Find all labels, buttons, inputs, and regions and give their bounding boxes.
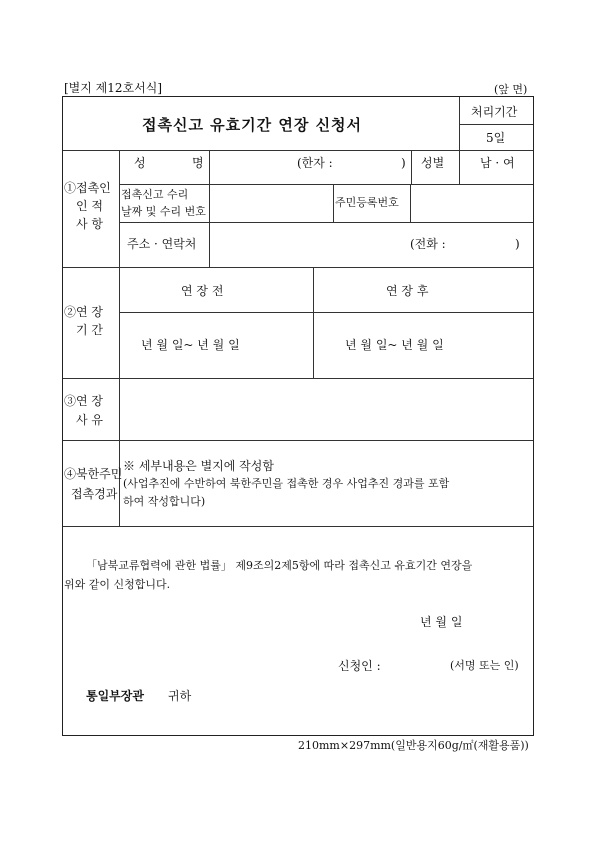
section4-note: 하여 작성합니다): [123, 495, 206, 508]
address-label: 주소 · 연락처: [127, 237, 197, 251]
hanja-field-close: ): [401, 156, 406, 170]
signature-field[interactable]: (서명 또는 인): [450, 659, 519, 672]
hanja-field[interactable]: (한자 :: [297, 156, 333, 170]
page-side-label: (앞 면): [494, 83, 528, 96]
divider: [119, 222, 533, 223]
after-extension-label: 연 장 후: [386, 284, 429, 298]
divider: [209, 150, 210, 184]
divider: [313, 267, 314, 378]
statement-text: 「남북교류협력에 관한 법률」 제9조의2제5항에 따라 접촉신고 유효기간 연장을: [86, 559, 473, 572]
date-field[interactable]: 년 월 일: [420, 615, 463, 629]
divider: [119, 184, 533, 185]
rrn-label: 주민등록번호: [335, 196, 399, 209]
applicant-label: 신청인 :: [338, 659, 381, 673]
phone-field[interactable]: (전화 :: [410, 237, 446, 251]
divider: [63, 150, 533, 151]
section3-label: ③연 장: [64, 394, 103, 408]
name-label: 성: [134, 156, 146, 170]
section4-label: ④북한주민: [64, 467, 123, 481]
sex-options[interactable]: 남 · 여: [480, 156, 515, 170]
divider: [63, 526, 533, 527]
section4-label: 접촉경과: [71, 487, 118, 501]
divider: [410, 184, 411, 222]
divider: [411, 150, 412, 184]
acceptance-label: 접촉신고 수리: [121, 188, 189, 201]
section3-label: 사 유: [76, 413, 103, 427]
section2-label: 기 간: [76, 323, 103, 337]
divider: [459, 150, 460, 184]
form-title: 접촉신고 유효기간 연장 신청서: [142, 116, 363, 134]
processing-period-label: 처리기간: [471, 105, 518, 119]
divider: [333, 184, 334, 222]
divider: [119, 267, 120, 378]
before-extension-label: 연 장 전: [181, 284, 224, 298]
divider: [63, 378, 533, 379]
section4-note: ※ 세부내용은 별지에 작성함: [123, 459, 274, 473]
acceptance-label: 날짜 및 수리 번호: [121, 205, 206, 218]
form-number: [별지 제12호서식]: [64, 81, 162, 95]
divider: [63, 440, 533, 441]
processing-period-value: 5일: [486, 131, 506, 145]
section1-label: 사 항: [76, 217, 103, 231]
section1-label: ①접촉인: [64, 181, 111, 195]
divider: [209, 222, 210, 267]
divider: [119, 312, 533, 313]
section4-note: (사업추진에 수반하여 북한주민을 접촉한 경우 사업추진 경과를 포함: [123, 477, 450, 490]
after-period-field[interactable]: 년 월 일~ 년 월 일: [345, 338, 444, 352]
recipient-honorific: 귀하: [168, 689, 192, 703]
divider: [459, 124, 533, 125]
divider: [119, 440, 120, 526]
divider: [119, 150, 120, 267]
recipient-name: 통일부장관: [86, 689, 144, 703]
name-label: 명: [192, 156, 204, 170]
sex-label: 성별: [421, 156, 445, 170]
before-period-field[interactable]: 년 월 일~ 년 월 일: [141, 338, 240, 352]
divider: [63, 267, 533, 268]
divider: [209, 184, 210, 222]
section1-label: 인 적: [76, 199, 103, 213]
section2-label: ②연 장: [64, 305, 103, 319]
phone-field-close: ): [515, 237, 520, 251]
paper-spec: 210mm×297mm(일반용지60g/㎡(재활용품)): [298, 739, 529, 752]
statement-text: 위와 같이 신청합니다.: [64, 578, 171, 591]
divider: [119, 378, 120, 440]
